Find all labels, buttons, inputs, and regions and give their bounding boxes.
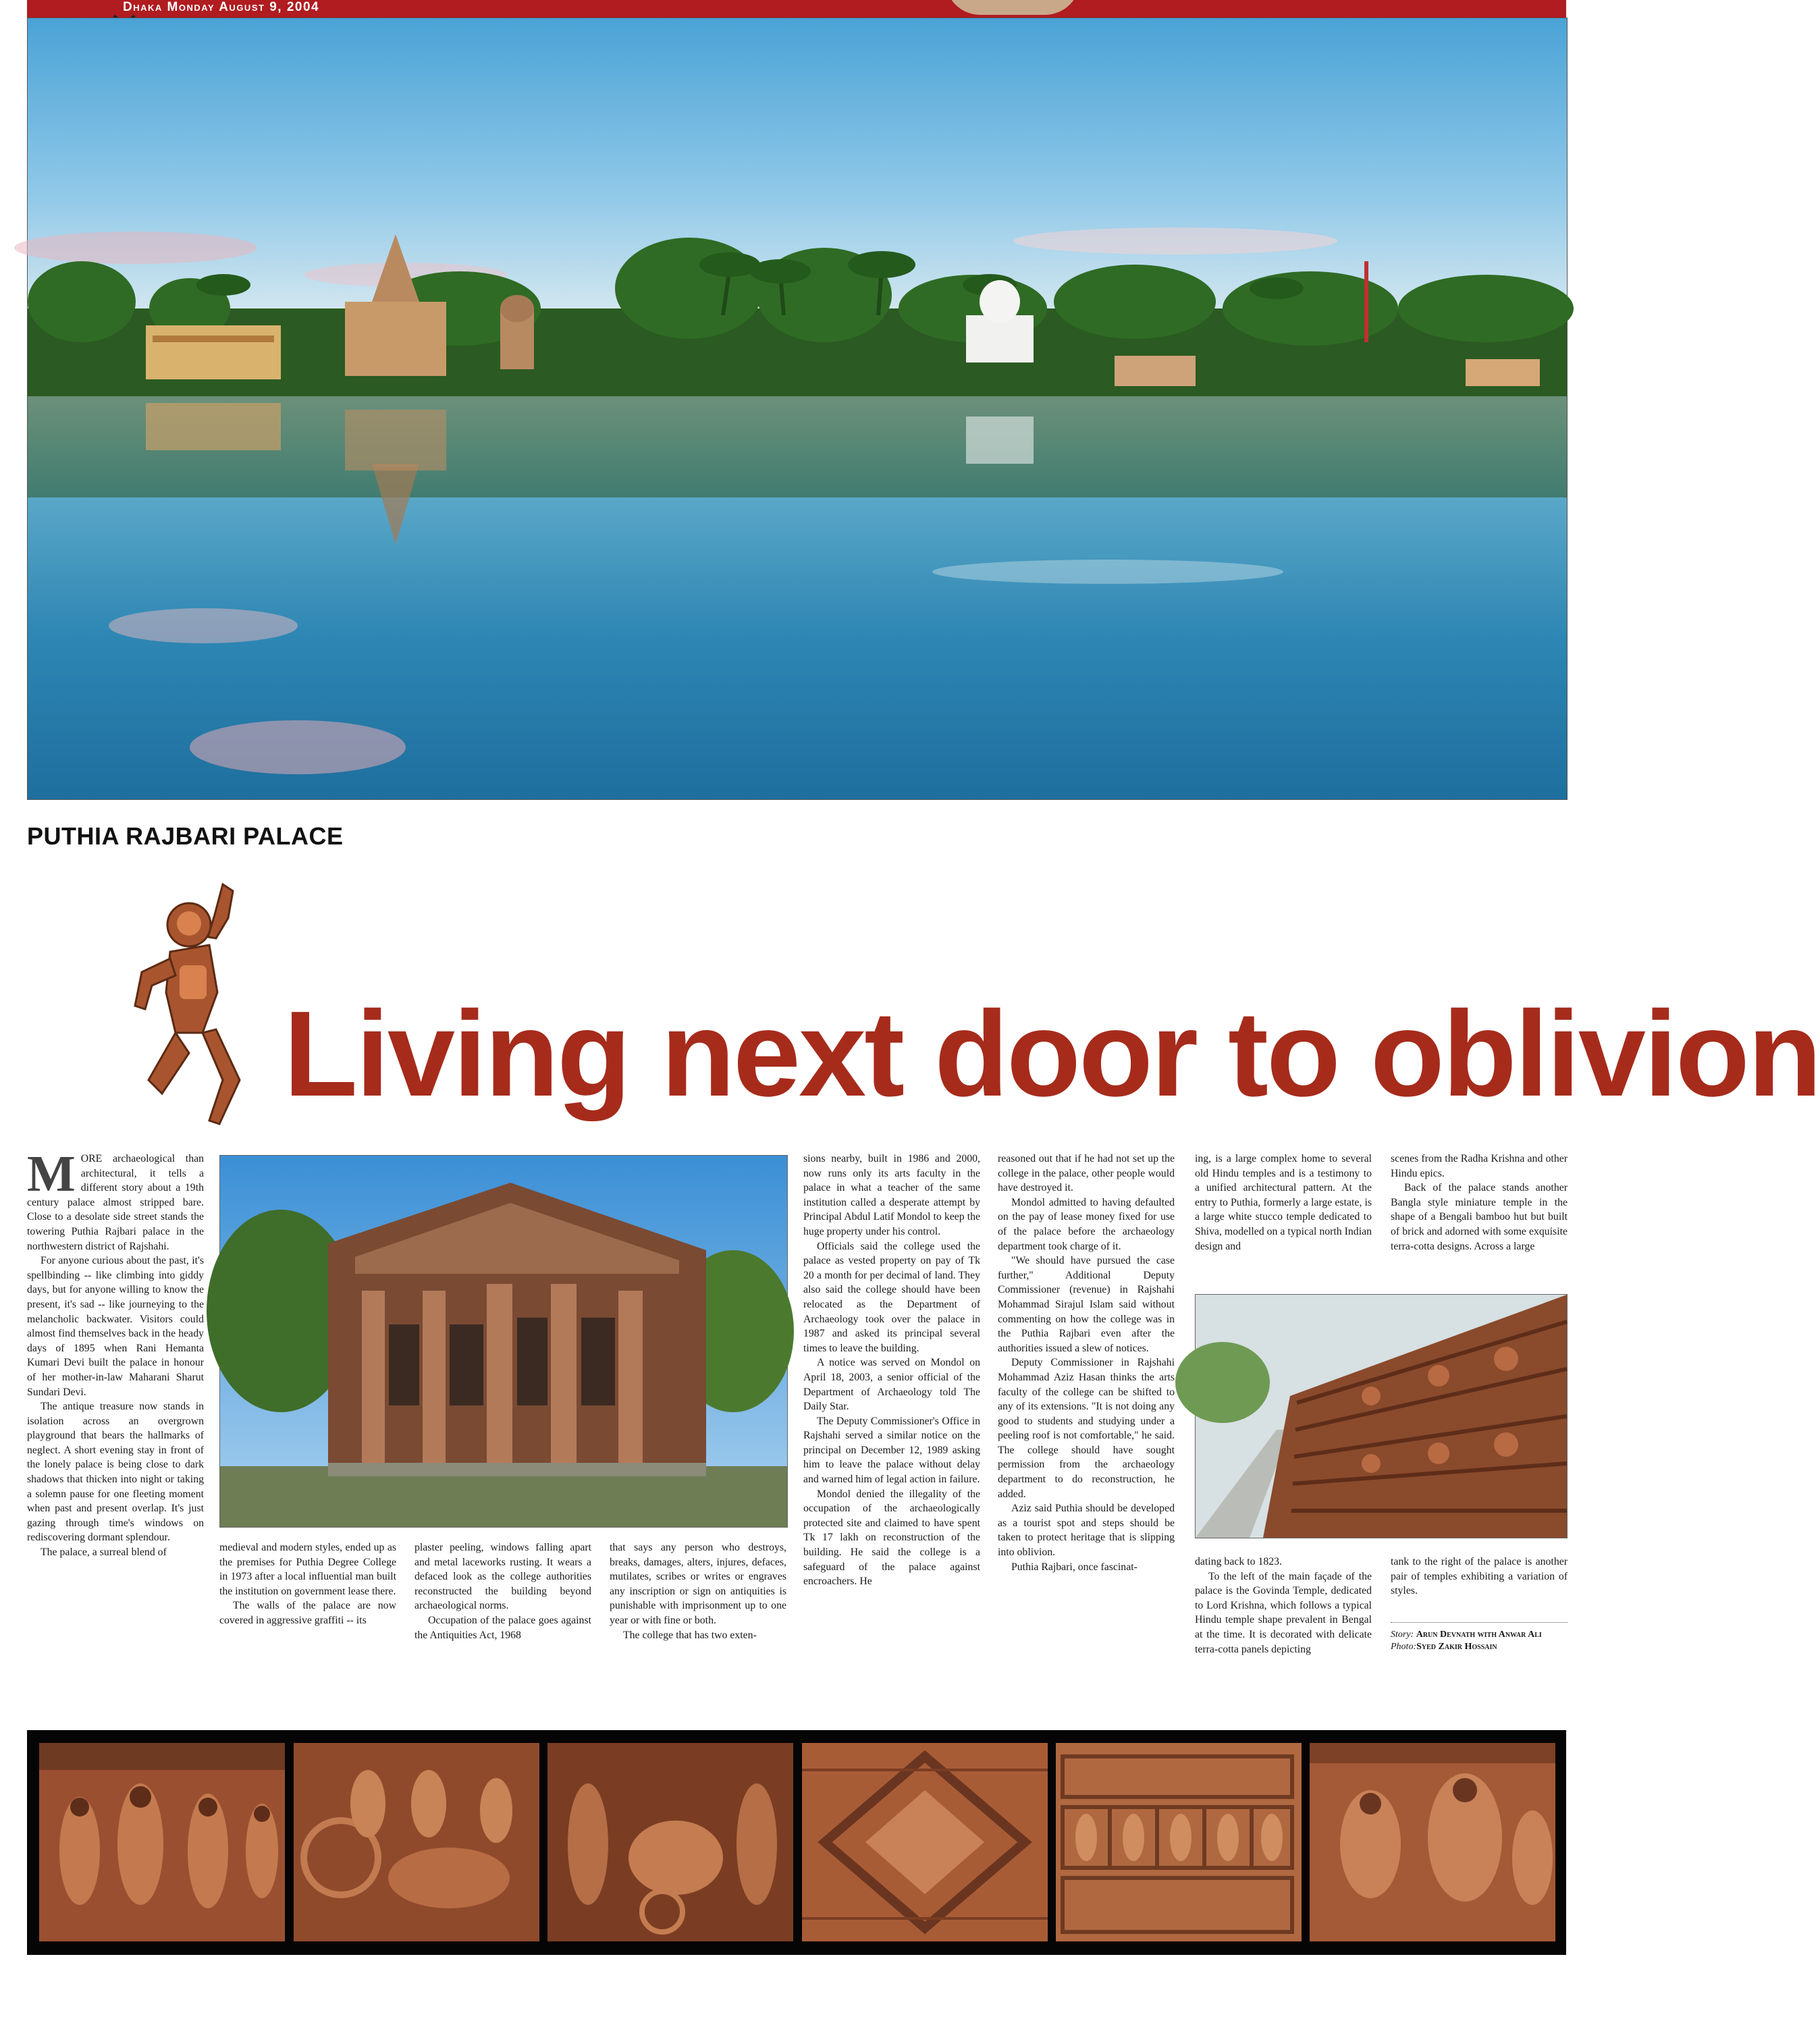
- paragraph: Puthia Rajbari, once fascinat-: [1011, 1561, 1138, 1573]
- byline-credits: [1391, 1629, 1568, 1653]
- paragraph: scenes from the Radha Krishna and other Hindu epics.: [1391, 1153, 1568, 1179]
- paragraph: ORE archaeological than architectural, it tells a different story about a 19th century palace almost stripped bare. Close to a desolate side street stands the towering Puthia Rajbari palace in the northwestern district of Rajshahi.: [27, 1153, 204, 1252]
- paragraph: The antique treasure now stands in isolation across an overgrown playground that bears the hallmarks of neglect. A short evening stay in front of the lonely palace is being close to dark shadows that thicken into night or taking a solemn pause for one fleeting moment when past and present overlap. It's just gazing through time's windows on rediscovering dormant splendour.: [27, 1401, 204, 1544]
- terracotta-panel-photo-1: [39, 1743, 285, 1941]
- section-label: PUTHIA RAJBARI PALACE: [27, 822, 344, 850]
- dateline: Dhaka Monday August 9, 2004: [123, 0, 320, 14]
- drop-cap: M: [27, 1146, 76, 1202]
- paragraph: The Deputy Commissioner's Office in Rajshahi served a similar notice on the principal on December 12, 1989 asking him to leave the palace without delay and warned him of legal action in failure.: [803, 1415, 980, 1486]
- paragraph: Deputy Commissioner in Rajshahi Mohammad Aziz Hasan thinks the arts faculty of the college can be shifted to any of its extensions. "It is not doing any good to students and studying under a peeling roof is not comfortable," he said. The college should have sought permission from the archaeology department to do reconstruction, he added.: [998, 1357, 1175, 1500]
- paragraph: medieval and modern styles, ended up as the premises for Puthia Degree College in 1973 after a local influential man built the institution on government lease there.: [219, 1542, 396, 1597]
- paragraph: ing, is a large complex home to several old Hindu temples and is a testimony to a unified architectural pattern. At the entry to Puthia, formerly a large estate, is a large white stucco temple dedicated to Shiva, modelled on a typical north Indian design and: [1195, 1153, 1372, 1252]
- paragraph: Back of the palace stands another Bangla style miniature temple in the shape of a Bengali bamboo hut but built of brick and adorned with some exquisite terra-cotta designs. Across a large: [1391, 1182, 1568, 1252]
- paragraph: tank to the right of the palace is another pair of temples exhibiting a variation of styles.: [1391, 1556, 1568, 1597]
- paragraph: Mondol denied the illegality of the occupation of the archaeologically protected site and claimed to have spent Tk 17 lakh on reconstruction of the building. He said the college is a safeguard of the palace against encroachers. He: [803, 1488, 980, 1588]
- paragraph: Occupation of the palace goes against the Antiquities Act, 1968: [414, 1614, 591, 1641]
- paragraph: "We should have pursued the case further," Additional Deputy Commissioner (revenue) in Rajshahi Mohammad Sirajul Islam said without commenting on how the college was in the Puthia Rajbari even after the authorities issued a slew of notices.: [998, 1255, 1175, 1354]
- paragraph: plaster peeling, windows falling apart and metal laceworks rusting. It wears a defaced look as the college authorities reconstructed the building beyond archaeological norms.: [414, 1542, 591, 1612]
- paragraph: The palace, a surreal blend of: [41, 1547, 167, 1559]
- palace-photo: [219, 1155, 788, 1528]
- terracotta-panel-photo-5: [1056, 1743, 1302, 1941]
- headline: Living next door to oblivion: [284, 986, 1820, 1122]
- paragraph: Mondol admitted to having defaulted on the pay of lease money fixed for use of the palace before the archaeology department took charge of it.: [998, 1196, 1175, 1252]
- article-column-7-top: [1195, 1152, 1372, 1254]
- article-column-8-bottom: [1391, 1555, 1568, 1598]
- terracotta-figurine-image: [122, 878, 270, 1134]
- paragraph: Aziz said Puthia should be developed as a tourist spot and steps should be taken to protect heritage that is slipping into oblivion.: [998, 1503, 1175, 1559]
- terracotta-panel-photo-4: [802, 1743, 1048, 1941]
- article-column-3: [414, 1540, 591, 1642]
- article-column-7-bottom: [1195, 1555, 1372, 1657]
- story-credit-label: Story:: [1391, 1630, 1414, 1640]
- article-column-8-top: [1391, 1152, 1568, 1254]
- paragraph: For anyone curious about the past, it's spellbinding -- like climbing into giddy days, but for anyone willing to know the present, it's sad -- like journeying to the melancholic backwater. Visitors could almost find themselves back in the heady days of 1895 when Rani Hemanta Kumari Devi built the palace in honour of her mother-in-law Maharani Sharut Sundari Devi.: [27, 1255, 204, 1398]
- hero-photo-lake-temples: [27, 18, 1568, 800]
- terracotta-panel-photo-2: [294, 1743, 539, 1941]
- terracotta-wall-photo: [1195, 1294, 1568, 1538]
- article-column-1: [27, 1146, 204, 1560]
- paragraph: The college that has two exten-: [623, 1629, 757, 1641]
- paragraph: reasoned out that if he had not set up the college in the palace, other people would have destroyed it.: [998, 1153, 1175, 1194]
- paragraph: that says any person who destroys, breaks, damages, alters, injures, defaces, mutilates, scribes or writes or engraves any inscription or sign on antiquities is punishable with imprisonment up to one year or with fine or both.: [610, 1542, 786, 1626]
- terracotta-panel-photo-3: [547, 1743, 793, 1941]
- paragraph: Officials said the college used the palace as vested property on pay of Tk 20 a month for per decimal of land. They also said the college should have been relocated as the Department of Archaeology took over the palace in 1987 and asked its principal several times to leave the building.: [803, 1240, 980, 1354]
- article-column-6: [998, 1152, 1175, 1574]
- article-column-5: [803, 1152, 980, 1589]
- terracotta-panel-photo-6: [1310, 1743, 1555, 1941]
- story-credit-names: Arun Devnath with Anwar Ali: [1416, 1630, 1542, 1640]
- article-column-2: [219, 1540, 396, 1628]
- paragraph: A notice was served on Mondol on April 18, 2003, a senior official of the Department of Archaeology told The Daily Star.: [803, 1357, 980, 1413]
- paragraph: sions nearby, built in 1986 and 2000, now runs only its arts faculty in the palace in what a teacher of the same institution called a desperate attempt by Principal Abdul Latif Mondol to keep the huge property under his control.: [803, 1153, 980, 1237]
- paragraph: To the left of the main façade of the palace is the Govinda Temple, dedicated to Lord Krishna, which follows a typical Hindu temple shape prevalent in Bengal at the time. It is decorated with delicate terra-cotta panels depicting: [1195, 1570, 1372, 1655]
- paragraph: The walls of the palace are now covered in aggressive graffiti -- its: [219, 1600, 396, 1626]
- paragraph: dating back to 1823.: [1195, 1556, 1282, 1567]
- article-column-4: [610, 1540, 786, 1642]
- credits-divider: [1391, 1622, 1568, 1623]
- photo-credit-names: Syed Zakir Hossain: [1416, 1642, 1497, 1652]
- photo-credit-label: Photo:: [1391, 1642, 1417, 1652]
